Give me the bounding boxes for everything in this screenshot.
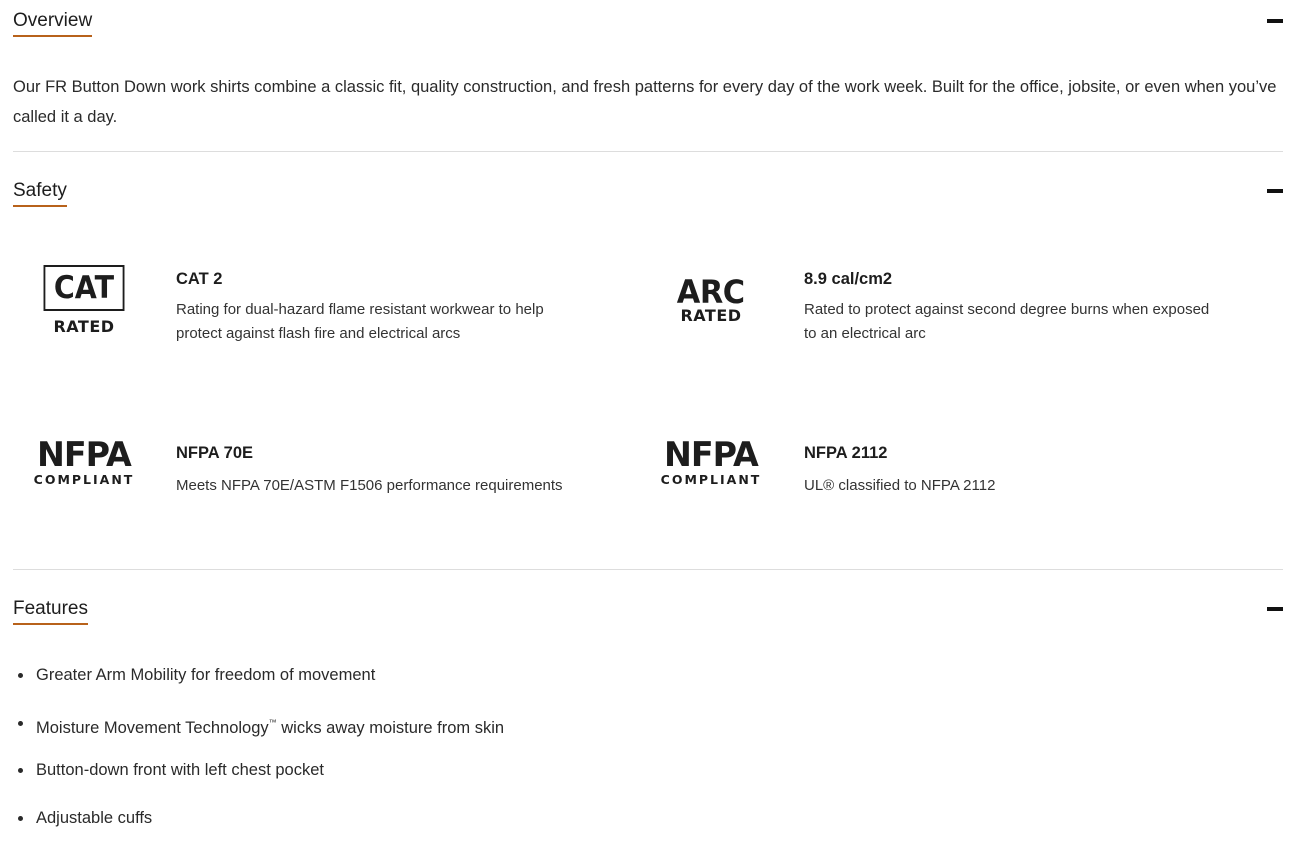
nfpa-compliant-badge — [31, 435, 137, 487]
safety-section — [13, 170, 1283, 568]
feature-text: Greater Arm Mobility for freedom of movement — [36, 666, 376, 684]
overview-header[interactable] — [13, 0, 1283, 40]
safety-item-title: CAT 2 — [176, 270, 223, 288]
nfpa-badge-top: NFPA — [664, 435, 758, 475]
safety-item-desc: Meets NFPA 70E/ASTM F1506 performance requirements — [176, 477, 563, 494]
bullet-icon — [18, 816, 23, 821]
list-item — [13, 711, 504, 759]
divider — [13, 151, 1283, 152]
safety-title: Safety — [13, 179, 67, 207]
safety-header[interactable] — [13, 170, 1283, 210]
feature-text: Adjustable cuffs — [36, 808, 153, 827]
nfpa-badge-sub: COMPLIANT — [33, 472, 135, 487]
features-title: Features — [13, 597, 88, 625]
safety-item-title: NFPA 70E — [176, 444, 254, 462]
bullet-icon — [18, 721, 23, 726]
safety-item-nfpa-2112 — [648, 425, 1283, 525]
safety-item-desc: UL® classified to NFPA 2112 — [804, 477, 996, 494]
list-item — [13, 806, 504, 848]
divider — [13, 569, 1283, 570]
cat-badge-sub: RATED — [53, 317, 115, 336]
overview-title: Overview — [13, 9, 92, 37]
arc-rated-badge — [673, 273, 749, 325]
features-header[interactable] — [13, 588, 1283, 628]
minus-icon[interactable] — [1267, 19, 1283, 23]
minus-icon[interactable] — [1267, 607, 1283, 611]
nfpa-badge-sub: COMPLIANT — [660, 472, 762, 487]
overview-section — [13, 0, 1283, 150]
cat-rated-badge — [38, 265, 130, 336]
feature-text: Button-down front with left chest pocket — [36, 761, 324, 779]
minus-icon[interactable] — [1267, 189, 1283, 193]
feature-text-continued: wicks away moisture from skin — [281, 718, 505, 737]
trademark-symbol: ™ — [268, 717, 277, 727]
cat-badge-box: CAT — [44, 265, 125, 311]
safety-item-title: 8.9 cal/cm2 — [804, 270, 893, 288]
features-section — [13, 588, 1283, 848]
safety-item-desc: Rated to protect against second degree burns when exposed to an electrical arc — [804, 301, 1210, 342]
arc-badge-sub: RATED — [680, 306, 742, 325]
safety-item-desc: Rating for dual-hazard flame resistant workwear to help protect against flash fire and electrical arcs — [176, 301, 544, 342]
safety-item-nfpa-70e — [13, 425, 633, 525]
nfpa-compliant-badge — [658, 435, 764, 487]
safety-item-arc — [648, 250, 1283, 370]
overview-description: Our FR Button Down work shirts combine a classic fit, quality construction, and fresh patterns for every day of the work week. Built for the office, jobsite, or even when you’ve called it a day. — [13, 78, 1277, 126]
bullet-icon — [18, 768, 23, 773]
safety-item-title: NFPA 2112 — [804, 444, 888, 462]
safety-item-cat — [13, 250, 633, 370]
nfpa-badge-top: NFPA — [37, 435, 131, 475]
features-list — [13, 663, 504, 848]
list-item — [13, 663, 504, 711]
list-item — [13, 758, 504, 806]
feature-text: Moisture Movement Technology — [36, 718, 269, 737]
bullet-icon — [18, 673, 23, 678]
arc-badge-top: ARC — [677, 273, 745, 311]
